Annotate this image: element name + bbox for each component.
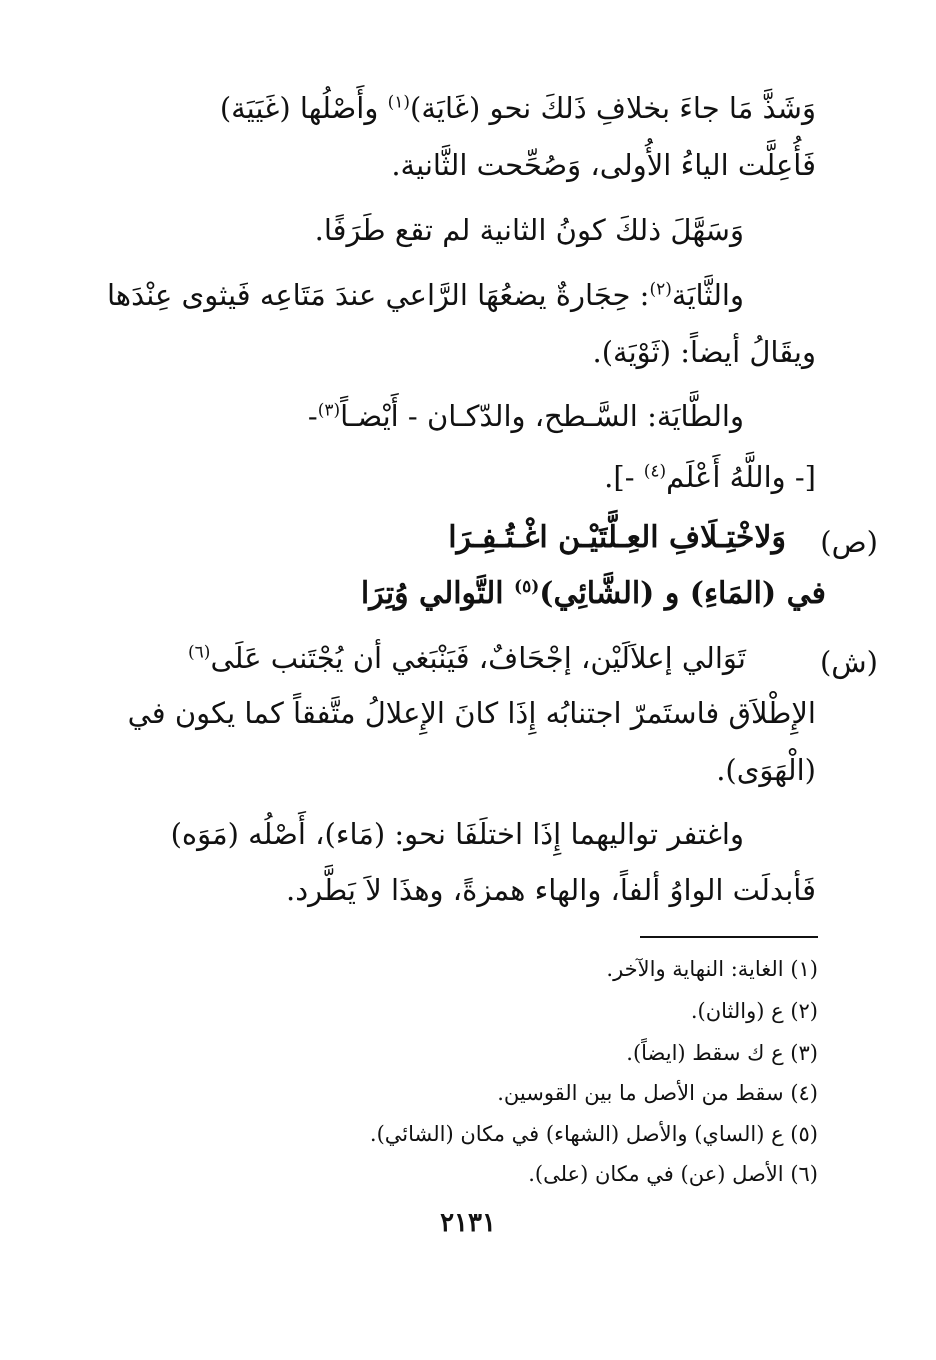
body-line (116, 636, 746, 680)
text: والثَّايَة (671, 278, 744, 312)
footnote-ref[interactable]: (٦) (188, 642, 211, 663)
text: والطَّايَة: السَّـطح، والدّكـان - أَيْضـاً (340, 399, 744, 433)
footnote-ref[interactable]: (٣) (317, 400, 341, 421)
text: : حِجَارةٌ يضعُهَا الرَّاعي عندَ مَتَاعِه فَيثوى عِنْدَها (106, 278, 650, 312)
body-line (116, 455, 816, 499)
body-line: واغتفر تواليهما إِذَا اختلَفَا نحو: (مَاء)، أَصْلُه (مَوَه) (170, 817, 744, 851)
body-line: فَأبدلَت الواوُ ألفاً، والهاء همزةً، وهذَا لاَ يَطَّرد. (286, 873, 816, 907)
footnote-ref[interactable]: (٥) (514, 577, 540, 597)
text: في (المَاءِ) و (الشَّائِي) (539, 576, 826, 611)
body-line: فَأُعِلَّت الياءُ الأُولى، وَصُحِّحت الثَّانية. (391, 148, 816, 182)
text: - (307, 399, 318, 433)
footnote-divider (640, 936, 818, 938)
footnote: (٦) الأصل (عن) في مكان (على). (528, 1162, 818, 1186)
footnote-ref[interactable]: (٤) (643, 461, 667, 482)
page-number: ٢١٣١ (440, 1208, 496, 1238)
footnote: (٣) ع ك سقط (ايضاً). (626, 1041, 818, 1065)
text: تَوَالي إعلاَلَيْن، إجْحَافٌ، فَيَنْبَغي أن يُجْتَنب عَلَى (210, 641, 746, 675)
verse-line (186, 572, 826, 616)
footnote: (٥) ع (الساي) والأصل (الشهاء) في مكان (الشائي). (369, 1122, 818, 1146)
body-line (116, 86, 816, 130)
text: وأَصْلُها (غَيَيَة) (219, 91, 388, 125)
footnote-ref[interactable]: (١) (387, 92, 411, 113)
body-line (114, 394, 744, 438)
sharh-tag: (ش) (819, 645, 878, 679)
text: التَّوالي وُتِرَا (360, 576, 515, 611)
footnote-ref[interactable]: (٢) (649, 279, 672, 300)
verse-tag: (ص) (820, 525, 878, 559)
footnote: (٢) ع (والثان). (690, 999, 818, 1023)
body-line: ويقَالُ أيضاً: (ثَوْيَة). (592, 335, 816, 369)
text: وَشَذَّ مَا جاءَ بخلافِ ذَلكَ نحو (غَايَة) (410, 91, 816, 125)
body-line: (الْهَوَى). (716, 753, 816, 787)
body-line: وَسَهَّلَ ذلكَ كونُ الثانية لم تقع طَرَفًا. (314, 213, 744, 247)
verse-line: وَلاخْتِـلَافِ العِـلَّتَيْـن اغْـتُـفِـرَا (448, 520, 786, 555)
body-line: الإِطْلاَق فاستَمرّ اجتنابُه إِذَا كانَ الإِعلالُ متَّفقاً كما يكون في (127, 696, 816, 730)
body-line (106, 273, 744, 317)
footnote: (٤) سقط من الأصل ما بين القوسين. (497, 1081, 818, 1105)
text: -]. (604, 460, 644, 494)
footnote: (١) الغاية: النهاية والآخر. (606, 957, 818, 981)
text: [- واللَّهُ أَعْلَم (666, 460, 816, 494)
